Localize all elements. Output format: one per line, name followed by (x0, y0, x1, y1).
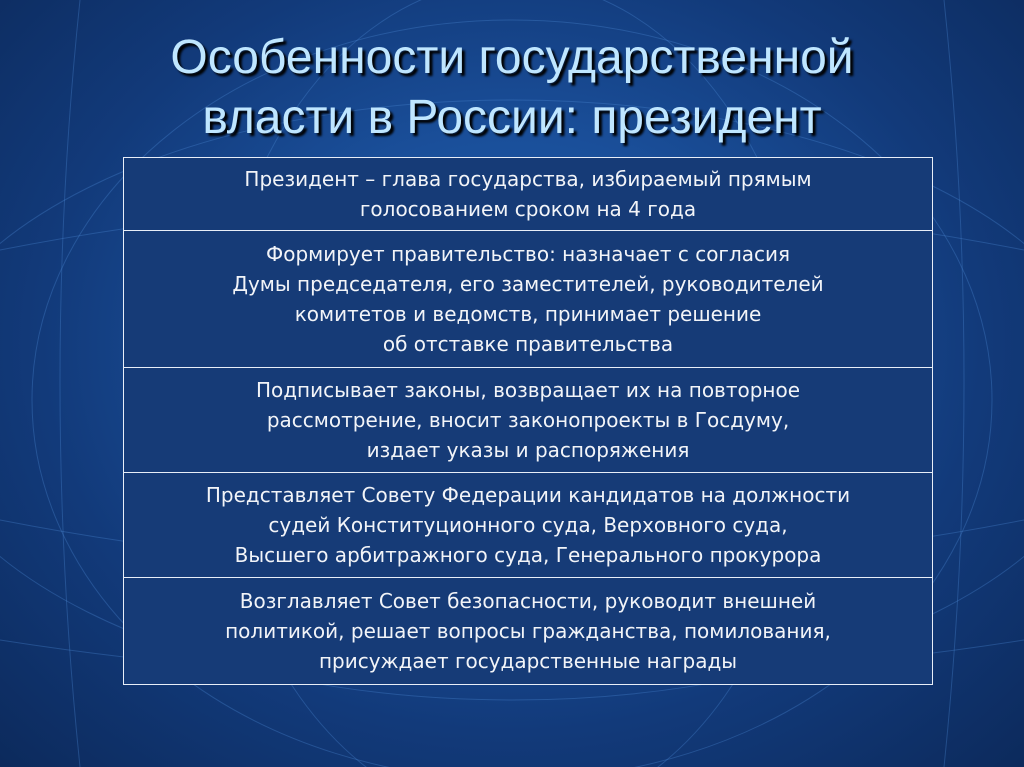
row-text-line: Представляет Совету Федерации кандидатов на должности (205, 483, 851, 507)
row-text-line: Подписывает законы, возвращает их на повторное (255, 378, 801, 402)
row-text-line: политикой, решает вопросы гражданства, помилования, (225, 619, 831, 643)
row-text-line: Думы председателя, его заместителей, руководителей (232, 272, 824, 296)
row-text-line: Высшего арбитражного суда, Генерального прокурора (234, 543, 822, 567)
row-text-line: Возглавляет Совет безопасности, руководит внешней (239, 589, 817, 613)
row-text-line: рассмотрение, вносит законопроекты в Госдуму, (266, 408, 790, 432)
table-row (124, 231, 932, 368)
row-text-line: комитетов и ведомств, принимает решение (294, 302, 762, 326)
table-row (124, 578, 932, 684)
table-row (124, 473, 932, 578)
row-text-line: Президент – глава государства, избираемый прямым (244, 167, 812, 191)
row-text-line: об отставке правительства (382, 332, 674, 356)
slide-title (0, 28, 1024, 148)
powers-table (123, 157, 933, 685)
title-line-2: власти в России: президент (202, 91, 822, 144)
row-text-line: голосованием сроком на 4 года (359, 197, 697, 221)
table-row (124, 158, 932, 231)
row-text-line: Формирует правительство: назначает с согласия (265, 242, 791, 266)
title-line-1: Особенности государственной (170, 31, 854, 84)
table-row (124, 368, 932, 473)
row-text-line: судей Конституционного суда, Верховного суда, (268, 513, 788, 537)
row-text-line: издает указы и распоряжения (366, 438, 690, 462)
row-text-line: присуждает государственные награды (318, 649, 738, 673)
